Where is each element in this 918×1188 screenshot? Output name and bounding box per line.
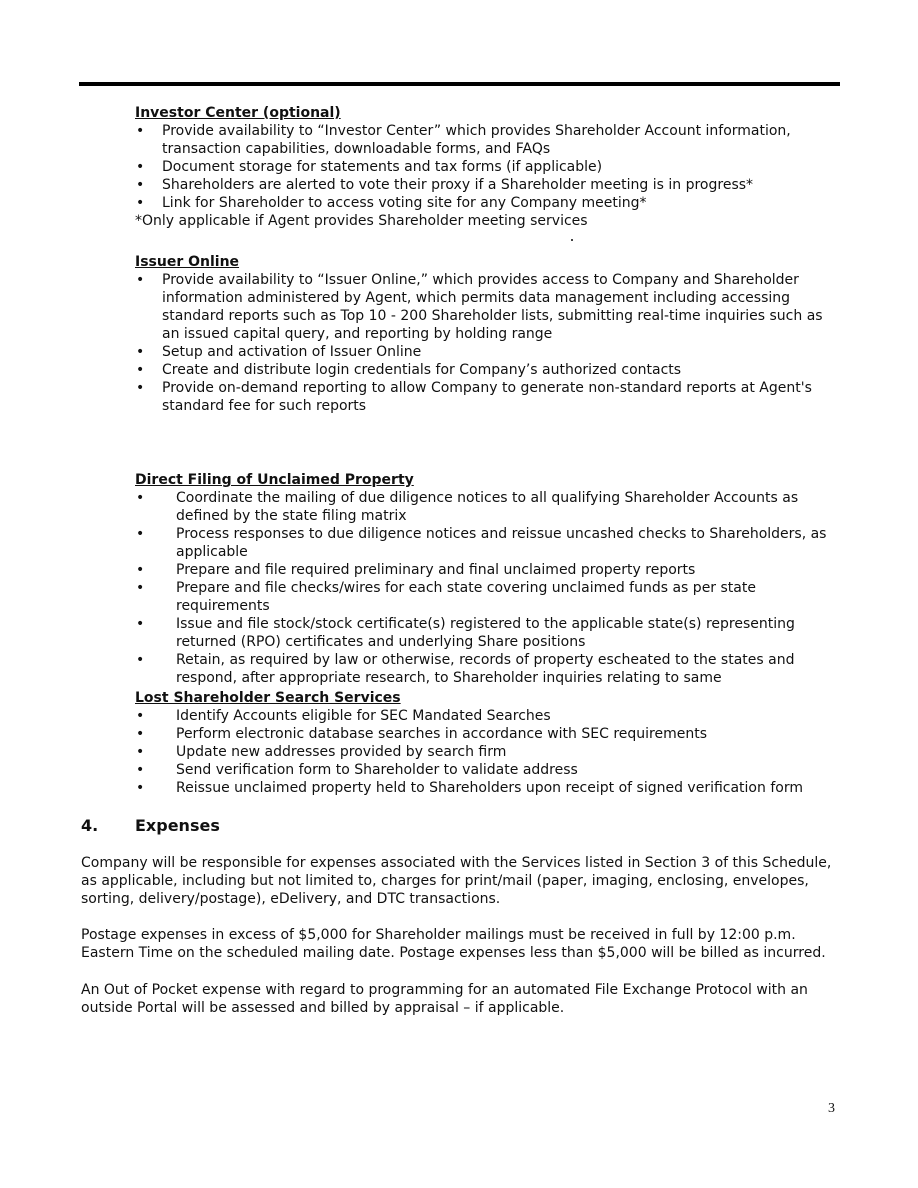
list-item: • Provide on-demand reporting to allow Company to generate non-standard reports at Agent's standard fee for such reports [136, 380, 812, 414]
list-item: • Update new addresses provided by search firm [136, 744, 507, 760]
section-issuer-online [135, 253, 840, 415]
header-rule [79, 82, 840, 86]
bullet-icon: • [136, 344, 145, 360]
section-heading: Direct Filing of Unclaimed Property [135, 472, 414, 488]
bullet-icon: • [136, 562, 145, 578]
bullet-icon: • [136, 708, 145, 724]
list-item: • Prepare and file checks/wires for each state covering unclaimed funds as per state requirements [136, 580, 756, 614]
bullet-icon: • [136, 762, 145, 778]
page-number: 3 [828, 1101, 835, 1116]
bullet-icon: • [136, 744, 145, 760]
list-item: • Provide availability to “Investor Center” which provides Shareholder Account information, transaction capabilities, downloadable forms, and FAQs [136, 123, 791, 157]
footnote: *Only applicable if Agent provides Shareholder meeting services [135, 213, 588, 229]
bullet-icon: • [136, 195, 145, 211]
bullet-icon: • [136, 159, 145, 175]
section-heading: Issuer Online [135, 254, 240, 270]
list-item: • Shareholders are alerted to vote their proxy if a Shareholder meeting is in progress* [136, 177, 754, 193]
bullet-icon: • [136, 526, 145, 542]
expenses-paragraph: Postage expenses in excess of $5,000 for Shareholder mailings must be received in full by 12:00 p.m. Eastern Time on the scheduled mailing date. Postage expenses less than $5,000 will be billed as incurred. [81, 927, 826, 961]
bullet-icon: • [136, 490, 145, 506]
section-number: 4. [81, 816, 99, 835]
stray-mark [571, 239, 573, 241]
list-item: • Identify Accounts eligible for SEC Mandated Searches [136, 708, 551, 724]
section-heading: Investor Center (optional) [135, 105, 341, 121]
bullet-icon: • [136, 780, 145, 796]
bullet-icon: • [136, 380, 145, 396]
bullet-icon: • [136, 616, 145, 632]
section-title: Expenses [135, 816, 220, 835]
list-item: • Send verification form to Shareholder to validate address [136, 762, 578, 778]
bullet-icon: • [136, 272, 145, 288]
list-item: • Prepare and file required preliminary and final unclaimed property reports [136, 562, 696, 578]
list-item: • Coordinate the mailing of due diligence notices to all qualifying Shareholder Accounts as defined by the state filing matrix [136, 490, 799, 524]
list-item: • Retain, as required by law or otherwise, records of property escheated to the states and respond, after appropriate research, to Shareholder inquiries relating to same [136, 652, 795, 686]
list-item: • Provide availability to “Issuer Online,” which provides access to Company and Shareholder information administered by Agent, which permits data management including accessing standard reports such as Top 10 - 200 Shareholder lists, submitting real-time inquiries such as an issued capital query, and reporting by holding range [136, 272, 823, 342]
list-item: • Setup and activation of Issuer Online [136, 344, 422, 360]
list-item: • Create and distribute login credentials for Company’s authorized contacts [136, 362, 682, 378]
section-expenses-heading [81, 816, 220, 836]
list-item: • Process responses to due diligence notices and reissue uncashed checks to Shareholders, as applicable [136, 526, 827, 560]
list-item: • Link for Shareholder to access voting site for any Company meeting* [136, 195, 647, 211]
bullet-icon: • [136, 726, 145, 742]
bullet-icon: • [136, 177, 145, 193]
expenses-paragraph: Company will be responsible for expenses associated with the Services listed in Section 3 of this Schedule, as applicable, including but not limited to, charges for print/mail (paper, imaging, enclosing, envelopes, sorting, delivery/postage), eDelivery, and DTC transactions. [81, 855, 832, 907]
section-heading: Lost Shareholder Search Services [135, 690, 401, 706]
section-direct-filing [135, 471, 840, 687]
bullet-icon: • [136, 580, 145, 596]
expenses-paragraph: An Out of Pocket expense with regard to programming for an automated File Exchange Protocol with an outside Portal will be assessed and billed by appraisal – if applicable. [81, 982, 808, 1016]
bullet-icon: • [136, 362, 145, 378]
bullet-icon: • [136, 123, 145, 139]
list-item: • Perform electronic database searches in accordance with SEC requirements [136, 726, 708, 742]
list-item: • Issue and file stock/stock certificate(s) registered to the applicable state(s) representing returned (RPO) certificates and underlying Share positions [136, 616, 795, 650]
bullet-icon: • [136, 652, 145, 668]
list-item: • Document storage for statements and tax forms (if applicable) [136, 159, 603, 175]
section-lost-shareholder [135, 689, 840, 797]
list-item: • Reissue unclaimed property held to Shareholders upon receipt of signed verification form [136, 780, 803, 796]
section-investor-center [135, 104, 840, 230]
